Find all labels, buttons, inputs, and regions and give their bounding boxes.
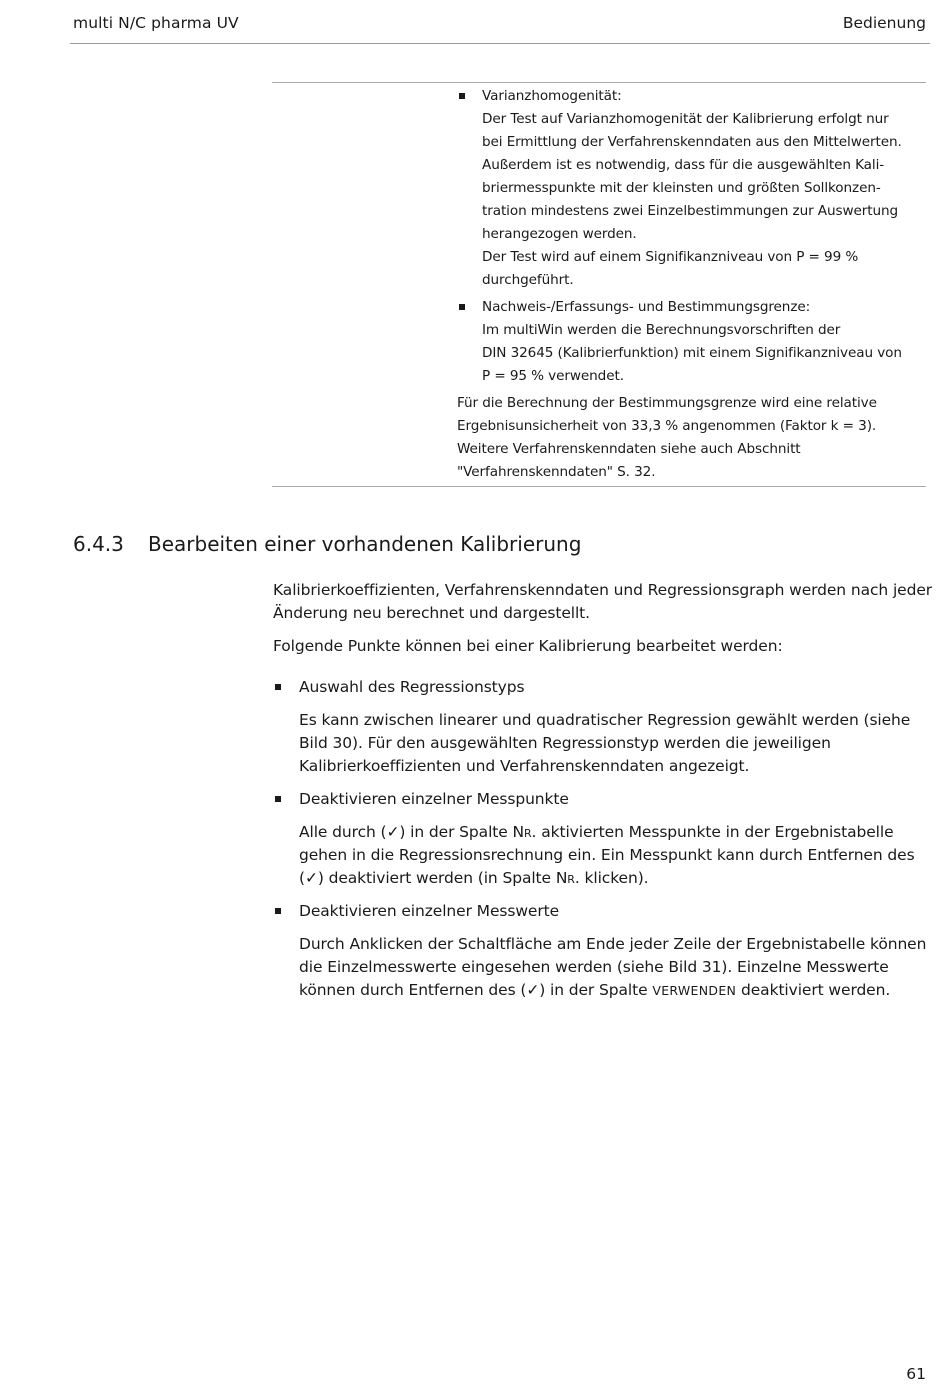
note-bullet-title: Varianzhomogenität: bbox=[482, 88, 622, 104]
note-text-line: tration mindestens zwei Einzelbestimmungen zur Auswertung bbox=[482, 203, 899, 219]
note-bullet-variance bbox=[457, 85, 927, 292]
bullet-square-icon bbox=[275, 796, 281, 802]
note-bullet-detection-limit bbox=[457, 296, 927, 388]
note-text-line: durchgeführt. bbox=[482, 272, 574, 288]
body-text-line: Durch Anklicken der Schaltfläche am Ende jeder Zeile der Ergebnistabelle können bbox=[299, 935, 927, 953]
note-box-top-rule bbox=[272, 82, 926, 83]
body-text-line: Kalibrierkoeffizienten, Verfahrenskenndaten und Regressionsgraph werden nach jeder bbox=[273, 581, 933, 599]
text-run: (✓) deaktiviert werden (in Spalte bbox=[299, 869, 556, 887]
note-text-line: bei Ermittlung der Verfahrenskenndaten aus den Mittelwerten. bbox=[482, 134, 902, 150]
body-text-line: Bild 30). Für den ausgewählten Regressionstyp werden die jeweiligen bbox=[299, 734, 831, 752]
note-text-line: herangezogen werden. bbox=[482, 226, 637, 242]
note-bullet-title: Nachweis-/Erfassungs- und Bestimmungsgrenze: bbox=[482, 299, 811, 315]
list-item-description bbox=[273, 933, 933, 1002]
list-item-regression-type bbox=[273, 676, 933, 699]
section-body bbox=[273, 579, 933, 1002]
text-run: klicken). bbox=[579, 869, 649, 887]
note-text-line: Außerdem ist es notwendig, dass für die ausgewählten Kali- bbox=[482, 157, 885, 173]
running-header-chapter: Bedienung bbox=[842, 14, 926, 32]
body-text-line: Änderung neu berechnet und dargestellt. bbox=[273, 604, 590, 622]
note-paragraph bbox=[457, 392, 927, 484]
section-number: 6.4.3 bbox=[73, 532, 124, 556]
column-name-nr: Nr. bbox=[555, 869, 580, 887]
page-number: 61 bbox=[906, 1365, 926, 1383]
list-item-deactivate-points bbox=[273, 788, 933, 811]
note-box-bottom-rule bbox=[272, 486, 926, 487]
lead-paragraph: Folgende Punkte können bei einer Kalibrierung bearbeitet werden: bbox=[273, 637, 783, 655]
list-item-deactivate-values bbox=[273, 900, 933, 923]
text-run: deaktiviert werden. bbox=[736, 981, 891, 999]
bullet-square-icon bbox=[275, 908, 281, 914]
body-text-line bbox=[299, 821, 933, 844]
column-name-nr: Nr. bbox=[512, 823, 537, 841]
text-run: aktivierten Messpunkte in der Ergebnistabelle bbox=[536, 823, 894, 841]
body-text-line: Es kann zwischen linearer und quadratischer Regression gewählt werden (siehe bbox=[299, 711, 911, 729]
section-title: Bearbeiten einer vorhandenen Kalibrierung bbox=[148, 532, 582, 556]
list-item-description bbox=[273, 709, 933, 778]
note-text-line: Weitere Verfahrenskenndaten siehe auch Abschnitt bbox=[457, 441, 801, 457]
body-text-line: gehen in die Regressionsrechnung ein. Ein Messpunkt kann durch Entfernen des bbox=[299, 846, 915, 864]
list-item-title: Auswahl des Regressionstyps bbox=[299, 678, 525, 696]
body-text-line: die Einzelmesswerte eingesehen werden (siehe Bild 31). Einzelne Messwerte bbox=[299, 958, 889, 976]
body-text-line bbox=[299, 867, 933, 890]
note-text-line: DIN 32645 (Kalibrierfunktion) mit einem Signifikanzniveau von bbox=[482, 345, 902, 361]
list-item-title: Deaktivieren einzelner Messwerte bbox=[299, 902, 560, 920]
note-text-line: Für die Berechnung der Bestimmungsgrenze wird eine relative bbox=[457, 395, 877, 411]
note-text-line: Der Test auf Varianzhomogenität der Kalibrierung erfolgt nur bbox=[482, 111, 889, 127]
note-box bbox=[457, 85, 927, 484]
note-text-line: briermesspunkte mit der kleinsten und größten Sollkonzen- bbox=[482, 180, 881, 196]
list-item-description bbox=[273, 821, 933, 890]
column-name-verwenden: VERWENDEN bbox=[652, 983, 737, 998]
note-text-line: Der Test wird auf einem Signifikanzniveau von P = 99 % bbox=[482, 249, 859, 265]
bullet-square-icon bbox=[459, 93, 465, 99]
list-item-title: Deaktivieren einzelner Messpunkte bbox=[299, 790, 569, 808]
header-divider bbox=[70, 43, 930, 44]
intro-paragraph bbox=[273, 579, 933, 625]
text-run: Alle durch (✓) in der Spalte bbox=[299, 823, 513, 841]
text-run: können durch Entfernen des (✓) in der Spalte bbox=[299, 981, 653, 999]
note-text-line: P = 95 % verwendet. bbox=[482, 368, 624, 384]
note-text-line: Ergebnisunsicherheit von 33,3 % angenommen (Faktor k = 3). bbox=[457, 418, 877, 434]
running-header-product: multi N/C pharma UV bbox=[73, 14, 239, 32]
note-text-line: Im multiWin werden die Berechnungsvorschriften der bbox=[482, 322, 841, 338]
bullet-square-icon bbox=[275, 684, 281, 690]
bullet-square-icon bbox=[459, 304, 465, 310]
note-text-line: "Verfahrenskenndaten" S. 32. bbox=[457, 464, 656, 480]
body-text-line: Kalibrierkoeffizienten und Verfahrenskenndaten angezeigt. bbox=[299, 757, 750, 775]
body-text-line bbox=[299, 979, 933, 1002]
